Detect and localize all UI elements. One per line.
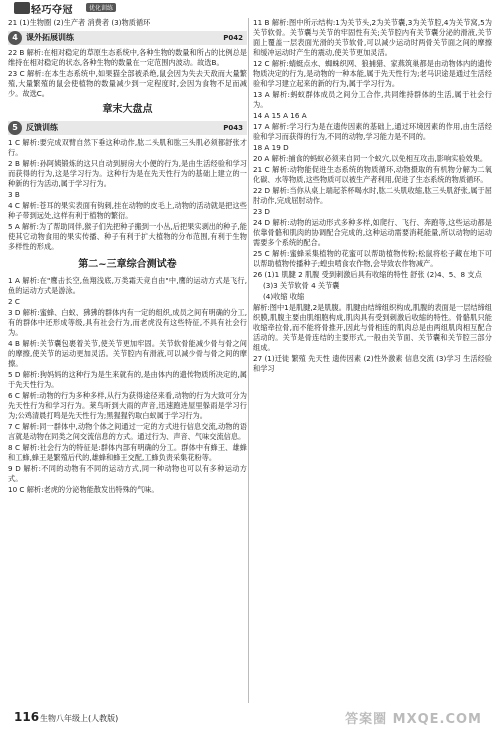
answer-item: 17 A 解析:学习行为是在遗传因素的基础上,通过环境因素的作用,由生活经验和学习而获得的行为,不同的动物,学习能力是不同的。 xyxy=(253,122,492,141)
brand-logo-icon xyxy=(14,2,30,14)
answer-item: 8 C 解析:社会行为的特征是:群体内部有明确的分工。群体中有蜂王、雄蜂和工蜂,蜂王是繁殖后代的,雄蜂和蜂王交配,工蜂负责采集花粉等。 xyxy=(8,443,247,462)
answer-item: 解析:图中1是肌腱,2是肌腹。肌腱由结缔组织构成,肌腹的表面是一层结缔组织膜,肌腹主要由肌细胞构成,肌肉具有受到刺激后收缩的特性。骨骼肌只能收缩牵拉骨,而不能将骨推开,因此与骨相连的肌肉总是由两组肌肉相互配合活动的。关节是骨连结的主要形式,一般由关节面、关节囊和关节腔三部分组成。 xyxy=(253,303,492,352)
answer-item: 22 B 解析:在相对稳定的草原生态系统中,各种生物的数量和所占的比例总是维持在相对稳定的状态,各种生物的数量在一定范围内波动。故选B。 xyxy=(8,48,247,67)
page-footer xyxy=(10,708,490,728)
column-divider xyxy=(248,18,249,703)
answer-item: 3 D 解析:蜜蜂、白蚁、狒狒的群体内有一定的组织,成员之间有明确的分工,有的群体中还形成等级,具有社会行为,而老虎没有这些特征,不具有社会行为。 xyxy=(8,308,247,337)
answer-item: 27 (1)迁徙 繁殖 先天性 遗传因素 (2)性外激素 信息交流 (3)学习 生活经验和学习 xyxy=(253,354,492,373)
answer-item: 3 B xyxy=(8,190,20,199)
answer-item: 2 C xyxy=(8,297,20,306)
answer-item: 6 C 解析:动物的行为多种多样,从行为获得途径来看,动物的行为大致可分为先天性行为和学习行为。莱鸟听到大雨的声音,迅速跑进屋里躲雨是学习行为;公鸡清晨打鸣是先天性行为;黑猩猩钓取白蚁属于学习行为。 xyxy=(8,391,247,420)
section-header-extension xyxy=(8,31,247,45)
test-title: 第二~三章综合测试卷 xyxy=(78,259,177,270)
answer-item: 18 A 19 D xyxy=(253,143,289,152)
answer-item: 1 A 解析:在"鹰击长空,鱼翔浅底,万类霜天竞自由"中,鹰的运动方式是飞行,鱼的运动方式是游泳。 xyxy=(8,276,247,295)
answer-item: 25 C 解析:蜜蜂采集植物的花蜜可以帮助植物传粉;松鼠将松子藏在地下可以帮助植物传播种子;蝗虫啃食农作物,会导致农作物减产。 xyxy=(253,249,492,268)
left-column xyxy=(8,18,247,496)
answer-item: 23 D xyxy=(253,207,270,216)
answer-item: 4 C 解析:苍耳的果实表面有钩刺,挂在动物的皮毛上,动物的活动就是把这些种子带到远处,这样有利于植物的繁衍。 xyxy=(8,201,247,220)
answer-item: 13 A 解析:蚂蚁群体成员之间分工合作,共同维持群体的生活,属于社会行为。 xyxy=(253,90,492,109)
header-tag: 优化训练 xyxy=(86,3,116,12)
answer-item: (3)3 关节软骨 4 关节囊 xyxy=(263,281,340,290)
section-page-code: P042 xyxy=(223,34,243,42)
answer-item: 2 B 解析:孙阿姨锻炼的这只自动到厨房大小便的行为,是由生活经验和学习而获得的行为,这是学习行为。这种行为是在先天性行为的基础上建立的一种新的行为活动,属于学习行为。 xyxy=(8,159,247,188)
chapter-title: 章末大盘点 xyxy=(102,104,153,115)
answer-item: 24 D 解析:动物的运动形式多种多样,如爬行、飞行、奔跑等,这些运动都是依靠骨骼和肌肉的协调配合完成的,这种运动需要消耗能量,所以动物的运动需要多个系统的配合。 xyxy=(253,218,492,247)
answer-item: 14 A 15 A 16 A xyxy=(253,111,307,120)
answer-item: 5 D 解析:狗妈妈的这种行为是生来就有的,是由体内的遗传物质所决定的,属于先天性行为。 xyxy=(8,370,247,389)
page-header xyxy=(0,0,500,16)
answer-item: 7 C 解析:同一群体中,动物个体之间通过一定的方式进行信息交流,动物的语言就是动物在同类之间交流信息的方式。通过行为、声音、气味交流信息。 xyxy=(8,422,247,441)
answer-item: (4)收缩 收缩 xyxy=(263,292,305,301)
answer-item: 11 B 解析:图中所示结构:1为关节头,2为关节囊,3为关节腔,4为关节窝,5为关节软骨。关节囊与关节的牢固性有关;关节腔内有关节囊分泌的滑液,关节面上覆盖一层表面光滑的关节软骨,可以减少运动时两骨关节面之间的摩擦和缓冲运动时产生的震动,使关节更加灵活。 xyxy=(253,18,492,57)
answer-item: 21 (1)生物圈 (2)生产者 消费者 (3)物质循环 xyxy=(8,18,151,27)
answer-item: 12 C 解析:蜻蜓点水、蜘蛛织网、狼捕猎、家燕筑巢都是由动物体内的遗传物质决定的行为,是动物的一种本能,属于先天性行为;老马识途是通过生活经验和学习建立起来的新的行为,属于学习行为。 xyxy=(253,59,492,88)
book-title: 生物八年级上(人教版) xyxy=(40,714,119,723)
answer-item: 10 C 解析:老虎的分泌物能散发出特殊的气味。 xyxy=(8,485,159,494)
answer-item: 20 A 解析:捕食的蚂蚁必须来自同一个蚁穴,以免相互攻击,影响实验效果。 xyxy=(253,154,488,163)
answer-item: 21 C 解析:动物能促进生态系统的物质循环,动物摄取的有机物分解为二氧化碳、水等物质,这些物质可以被生产者利用,促进了生态系统的物质循环。 xyxy=(253,165,492,184)
right-column xyxy=(253,18,492,375)
answer-item: 9 D 解析:不同的动物有不同的运动方式,同一种动物也可以有多种运动方式。 xyxy=(8,464,247,483)
watermark: 答案圈 MXQE.COM xyxy=(345,712,482,727)
page-number: 116 xyxy=(14,710,40,724)
brand-name: 轻巧夺冠 xyxy=(31,5,73,16)
section-header-feedback xyxy=(8,121,247,135)
answer-item: 1 C 解析:要完成双臂自然下垂这种动作,肱二头肌和肱三头肌必须都舒张才行。 xyxy=(8,138,247,157)
section-number: 5 xyxy=(8,121,22,135)
answer-item: 26 (1)1 肌腱 2 肌腹 受到刺激后具有收缩的特性 舒张 (2)4、5、8 支点 xyxy=(253,270,482,279)
section-number: 4 xyxy=(8,31,22,45)
answer-item: 22 D 解析:当你从桌上端起茶杯喝水时,肱二头肌收缩,肱三头肌舒张,属于屈肘动作,完成屈肘动作。 xyxy=(253,186,492,205)
section-page-code: P043 xyxy=(223,124,243,132)
section-title: 反馈训练 xyxy=(26,123,58,132)
section-title: 课外拓展训练 xyxy=(26,33,74,42)
answer-item: 4 B 解析:关节囊包裹着关节,使关节更加牢固。关节软骨能减少骨与骨之间的摩擦,使关节的运动更加灵活。关节腔内有滑液,可以减少骨与骨之间的摩擦。 xyxy=(8,339,247,368)
answer-item: 23 C 解析:在本生态系统中,如果猫全部被杀绝,鼠会因为失去天敌而大量繁殖,大量繁殖的鼠会使植物的数量减少到一定程度时,会因为食物不足而减少。故选C。 xyxy=(8,69,247,98)
answer-item: 5 A 解析:为了帮助同伴,猴子们先把种子搬到一小丛,后把果实剥出的种子,能使其它动物食用的果实传播、种子有利于扩大植物的分布范围,有利于生物多样性的形成。 xyxy=(8,222,247,251)
